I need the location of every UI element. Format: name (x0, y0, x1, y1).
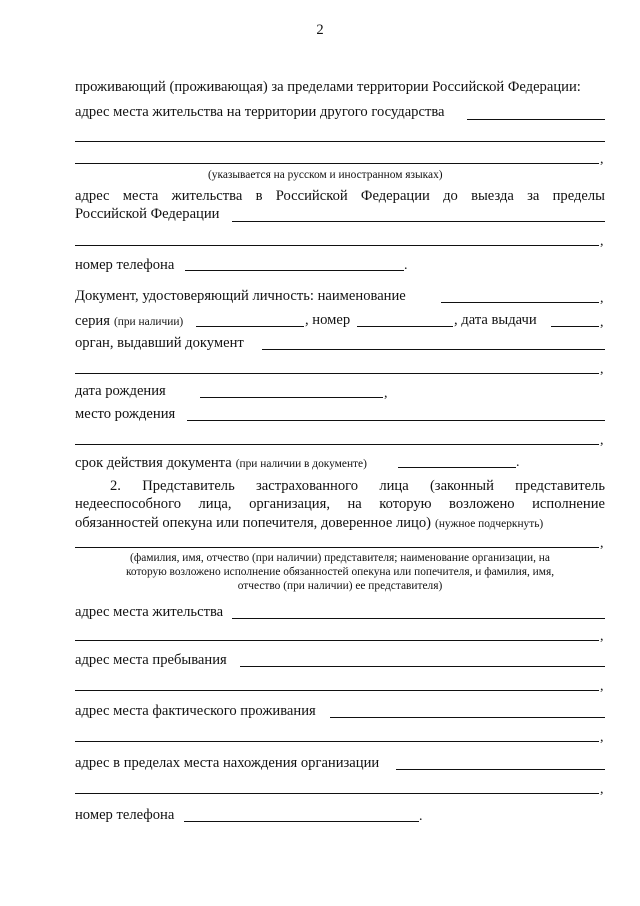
validity-note: (при наличии в документе) (235, 458, 367, 470)
series-field[interactable] (196, 326, 304, 327)
series-note: (при наличии) (113, 316, 184, 328)
period: . (516, 455, 520, 470)
rf-address-field[interactable] (232, 221, 605, 222)
validity-field[interactable] (398, 467, 516, 468)
foreign-address-field-line3[interactable] (75, 163, 599, 164)
series-label (75, 312, 183, 330)
representative-heading-line2: недееспособного лица, организация, на которую возложено исполнение (75, 496, 605, 512)
number-label: , номер (305, 312, 351, 328)
comma: , (600, 152, 604, 167)
residence-field-line2[interactable] (75, 640, 599, 641)
representative-name-field[interactable] (75, 547, 599, 548)
organization-address-field[interactable] (396, 769, 605, 770)
actual-residence-label: адрес места фактического проживания (75, 703, 316, 719)
comma: , (600, 782, 604, 797)
rf-address-label: адрес места жительства в Российской Федерации до выезда за пределы (75, 188, 605, 204)
issuer-label: орган, выдавший документ (75, 335, 244, 351)
representative-caption-line3: отчество (при наличии) ее представителя) (237, 580, 443, 592)
foreign-address-field[interactable] (467, 119, 605, 120)
comma: , (600, 433, 604, 448)
stay-field-line2[interactable] (75, 690, 599, 691)
comma: , (384, 386, 388, 401)
birth-date-label: дата рождения (75, 383, 166, 399)
birth-date-field[interactable] (200, 397, 383, 398)
issuer-field-line2[interactable] (75, 373, 599, 374)
representative-caption: (фамилия, имя, отчество (при наличии) представителя; наименование организации, на (130, 552, 550, 564)
comma: , (600, 315, 604, 330)
comma: , (600, 679, 604, 694)
period: . (419, 809, 423, 824)
page-number: 2 (316, 22, 324, 38)
birth-place-label: место рождения (75, 406, 176, 422)
comma: , (600, 629, 604, 644)
birth-place-field-line2[interactable] (75, 444, 599, 445)
phone-label: номер телефона (75, 257, 175, 273)
stay-field[interactable] (240, 666, 605, 667)
number-field[interactable] (357, 326, 453, 327)
period: . (404, 258, 408, 273)
document-name-label: Документ, удостоверяющий личность: наименование (75, 288, 406, 304)
foreign-address-label: адрес места жительства на территории другого государства (75, 104, 445, 120)
foreign-address-field-line2[interactable] (75, 141, 605, 142)
validity-text: срок действия документа (75, 455, 232, 471)
comma: , (600, 234, 604, 249)
comma: , (600, 730, 604, 745)
actual-residence-field-line2[interactable] (75, 741, 599, 742)
issuer-field[interactable] (262, 349, 605, 350)
representative-caption-line2: которую возложено исполнение обязанностей опекуна или попечителя, и фамилия, имя, (125, 566, 555, 578)
choose-note: (нужное подчеркнуть) (435, 518, 544, 530)
representative-heading-line3 (75, 514, 543, 532)
issue-date-field[interactable] (551, 326, 599, 327)
abroad-header: проживающий (проживающая) за пределами территории Российской Федерации: (75, 79, 581, 95)
rf-address-label-line2: Российской Федерации (75, 206, 220, 222)
stay-label: адрес места пребывания (75, 652, 227, 668)
comma: , (600, 536, 604, 551)
residence-label: адрес места жительства (75, 604, 224, 620)
languages-note: (указывается на русском и иностранном языках) (208, 169, 443, 181)
comma: , (600, 291, 604, 306)
organization-address-label: адрес в пределах места нахождения организации (75, 755, 380, 771)
document-name-field[interactable] (441, 302, 599, 303)
issue-date-label: , дата выдачи (454, 312, 537, 328)
representative-text: обязанностей опекуна или попечителя, доверенное лицо) (75, 515, 432, 531)
comma: , (600, 362, 604, 377)
phone-field[interactable] (185, 270, 404, 271)
validity-label (75, 454, 367, 472)
representative-phone-label: номер телефона (75, 807, 175, 823)
rf-address-field-line2[interactable] (75, 245, 599, 246)
series-text: серия (75, 313, 110, 329)
organization-address-field-line2[interactable] (75, 793, 599, 794)
birth-place-field[interactable] (187, 420, 605, 421)
residence-field[interactable] (232, 618, 605, 619)
representative-phone-field[interactable] (184, 821, 419, 822)
actual-residence-field[interactable] (330, 717, 605, 718)
representative-heading: 2. Представитель застрахованного лица (законный представитель (110, 478, 605, 494)
